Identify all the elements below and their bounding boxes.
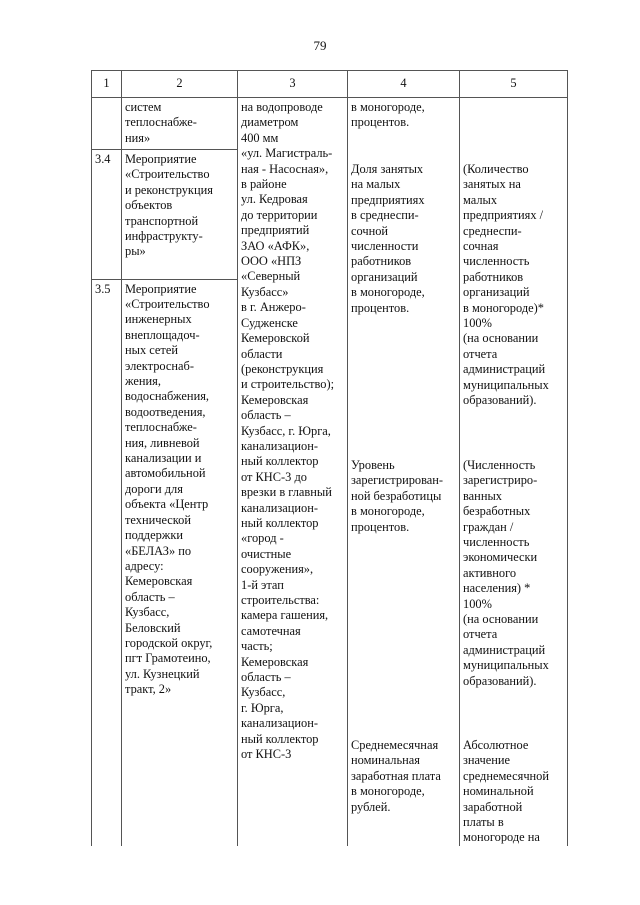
- objects-cell: на водопроводе диаметром 400 мм «ул. Магистраль- ная - Насосная», в районе ул. Кедровая до территории предприятий ЗАО «АФК», ООО «НПЗ «Северный Кузбасс» в г. Анжеро- Судженске Кемеровской области (реконструкция и строительство); Кемеровская область – Кузбасс, г. Юрга, канализацион- ный коллектор от КНС-3 до врезки в главный канализацион- ный коллектор «город - очистные сооружения», 1-й этап строительства: камера гашения, самотечная часть; Кемеровская область – Кузбасс, г. Юрга, канализацион- ный коллектор от КНС-3: [238, 98, 348, 846]
- row-number-cell: 3.5: [92, 279, 122, 846]
- header-cell-4: 4: [348, 71, 460, 98]
- table-row: [92, 98, 568, 150]
- header-cell-1: 1: [92, 71, 122, 98]
- page-number: 79: [313, 38, 327, 53]
- indicator-text: Среднемесячная номинальная заработная плата в моногороде, рублей.: [351, 738, 441, 814]
- formula-text: Абсолютное значение среднемесячной номинальной заработной платы в моногороде на: [463, 738, 550, 845]
- measure-cell: Мероприятие «Строительство инженерных внеплощадоч- ных сетей электроснаб- жения, водоснабжения, водоотведения, теплоснабже- ния, ливневой канализации и автомобильной дороги для объекта «Центр технической поддержки «БЕЛАЗ» по адресу: Кемеровская область – Кузбасс, Беловский городской округ, пгт Грамотеино, ул. Кузнецкий тракт, 2»: [122, 279, 238, 846]
- formula-text: (Численность зарегистриро- ванных безработных граждан / численность экономически активного населения) * 100% (на основании отчета администраций муниципальных образований).: [463, 458, 549, 688]
- indicator-text: Доля занятых на малых предприятиях в среднеспи- сочной численности работников организаций в моногороде, процентов.: [351, 162, 425, 315]
- indicator-text: Уровень зарегистрирован- ной безработицы в моногороде, процентов.: [351, 458, 444, 534]
- measure-cell: систем теплоснабже- ния»: [122, 98, 238, 150]
- indicators-table: [91, 70, 568, 846]
- indicator-text: в моногороде, процентов.: [351, 100, 425, 130]
- formula-text: (Количество занятых на малых предприятиях / среднеспи- сочная численность работников организаций в моногороде)* 100% (на основании отчета администраций муниципальных образований).: [463, 162, 549, 408]
- row-number-cell: 3.4: [92, 150, 122, 280]
- header-row: [92, 71, 568, 98]
- row-number-cell: [92, 98, 122, 150]
- formula-cell: [460, 98, 568, 846]
- header-cell-2: 2: [122, 71, 238, 98]
- indicator-cell: [348, 98, 460, 846]
- measure-cell: Мероприятие «Строительство и реконструкция объектов транспортной инфраструкту- ры»: [122, 150, 238, 280]
- header-cell-5: 5: [460, 71, 568, 98]
- header-cell-3: 3: [238, 71, 348, 98]
